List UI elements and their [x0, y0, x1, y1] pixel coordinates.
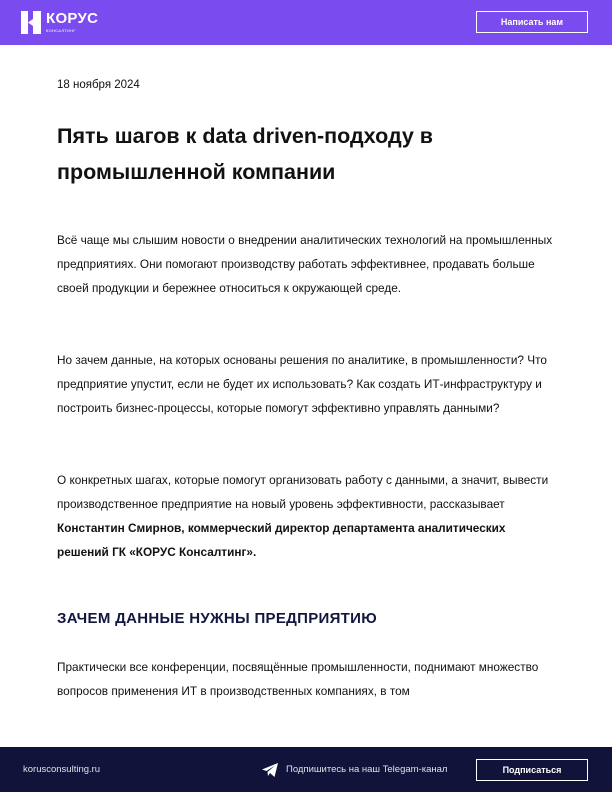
section-heading: ЗАЧЕМ ДАННЫЕ НУЖНЫ ПРЕДПРИЯТИЮ [57, 610, 377, 627]
logo-subtitle: КОНСАЛТИНГ [46, 28, 76, 33]
article-title: Пять шагов к data driven-подходу в промышленной компании [57, 124, 433, 184]
site-link[interactable]: korusconsulting.ru [23, 764, 101, 775]
article-intro [57, 468, 557, 564]
telegram-subscribe-text[interactable]: Подпишитесь на наш Telegam-канал [286, 764, 448, 775]
article-paragraph: Всё чаще мы слышим новости о внедрении аналитических технологий на промышленных предприятиях. Они помогают производству работать эффективнее, продавать больше своей продукции и бережнее относиться к окружающей среде. [57, 233, 553, 295]
site-header [0, 0, 612, 45]
article-date: 18 ноября 2024 [57, 79, 140, 91]
logo-mark-icon [21, 11, 42, 34]
telegram-icon [262, 763, 278, 777]
korus-logo[interactable] [21, 11, 98, 35]
site-footer [0, 747, 612, 792]
write-us-button[interactable]: Написать нам [476, 11, 588, 33]
article-paragraph: Но зачем данные, на которых основаны решения по аналитике, в промышленности? Что предприятие упустит, если не будет их использовать? Как создать ИТ-инфраструктуру и построить бизнес-процессы, которые помогут эффективно управлять данными? [57, 353, 547, 415]
section-paragraph: Практически все конференции, посвящённые промышленности, поднимают множество вопросов применения ИТ в производственных компаниях, в том [57, 660, 539, 698]
intro-author: Константин Смирнов, коммерческий директор департамента аналитических решений ГК «КОРУС Консалтинг». [57, 521, 506, 559]
intro-text: О конкретных шагах, которые помогут организовать работу с данными, а значит, вывести производственное предприятие на новый уровень эффективности, рассказывает [57, 473, 549, 511]
subscribe-button[interactable]: Подписаться [476, 759, 588, 781]
logo-name: КОРУС [46, 10, 99, 27]
